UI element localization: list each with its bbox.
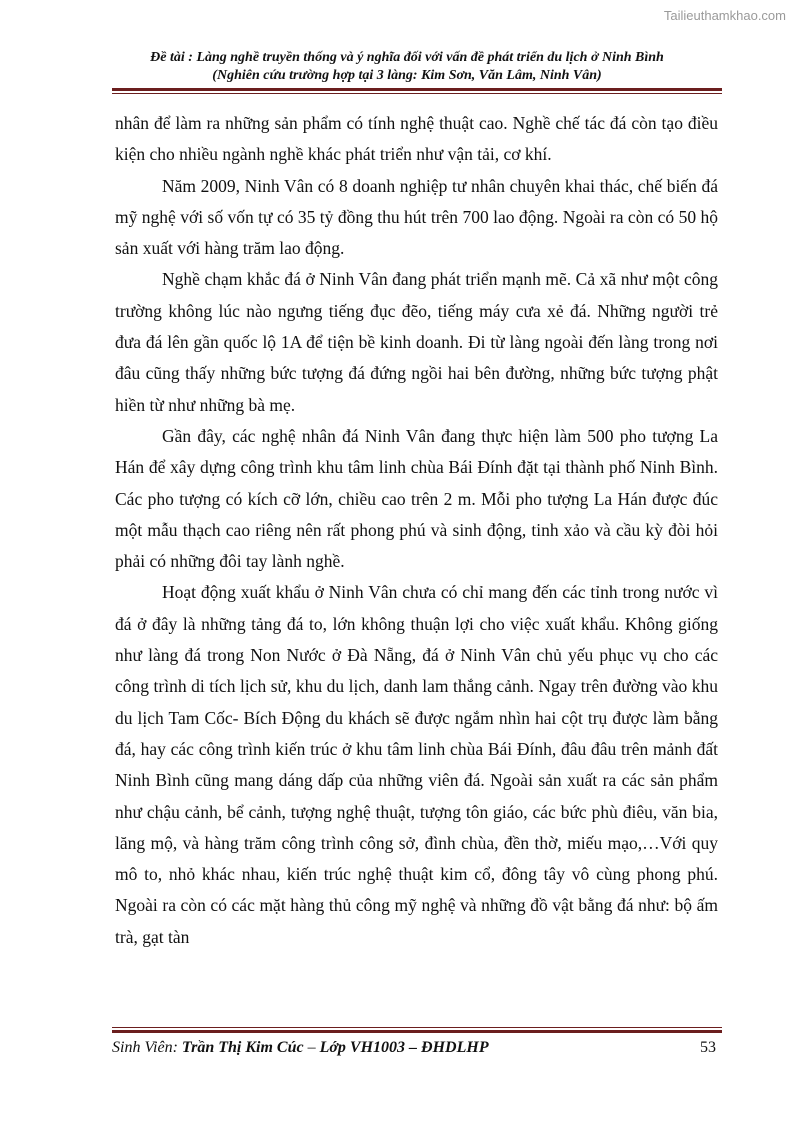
body-text [115,108,718,953]
paragraph: Nghề chạm khắc đá ở Ninh Vân đang phát triển mạnh mẽ. Cả xã như một công trường không lúc nào ngưng tiếng đục đẽo, tiếng máy cưa xẻ đá. Những người trẻ đưa đá lên gần quốc lộ 1A để tiện bề kinh doanh. Đi từ làng ngoài đến làng trong nơi đâu cũng thấy những bức tượng đá đứng ngồi hai bên đường, những bức tượng phật hiền từ như những bà mẹ. [115,269,718,415]
header-rule-thick [112,88,722,91]
footer-separator: – [303,1039,320,1056]
footer-author [112,1039,489,1056]
footer-label: Sinh Viên: [112,1039,182,1056]
footer-student-name: Trần Thị Kim Cúc [181,1039,304,1056]
header-subtitle: (Nghiên cứu trường hợp tại 3 làng: Kim Sơn, Văn Lâm, Ninh Vân) [212,68,602,83]
page-number: 53 [700,1039,716,1056]
footer-class-info: Lớp VH1003 – ĐHDLHP [319,1039,489,1056]
header-title: Đề tài : Làng nghề truyền thống và ý nghĩa đối với vấn đề phát triển du lịch ở Ninh Bình [150,50,664,65]
page-footer [112,1038,722,1058]
footer-rule-thick [112,1030,722,1033]
paragraph: Gần đây, các nghệ nhân đá Ninh Vân đang thực hiện làm 500 pho tượng La Hán để xây dựng công trình khu tâm linh chùa Bái Đính đặt tại thành phố Ninh Bình. Các pho tượng có kích cỡ lớn, chiều cao trên 2 m. Mỗi pho tượng La Hán được đúc một mẫu thạch cao riêng nên rất phong phú và sinh động, tinh xảo và cầu kỳ đòi hỏi phải có những đôi tay lành nghề. [115,425,718,572]
paragraph: Năm 2009, Ninh Vân có 8 doanh nghiệp tư nhân chuyên khai thác, chế biến đá mỹ nghệ với số vốn tự có 35 tỷ đồng thu hút trên 700 lao động. Ngoài ra còn có 50 hộ sản xuất với hàng trăm lao động. [115,175,718,259]
page-header [90,49,724,85]
paragraph: nhân để làm ra những sản phẩm có tính nghệ thuật cao. Nghề chế tác đá còn tạo điều kiện cho nhiều ngành nghề khác phát triển như vận tải, cơ khí. [115,113,718,165]
header-rule-thin [112,93,722,94]
watermark: Tailieuthamkhao.com [663,8,786,23]
footer-rule-thin [112,1027,722,1028]
paragraph: Hoạt động xuất khẩu ở Ninh Vân chưa có chỉ mang đến các tỉnh trong nước vì đá ở đây là những tảng đá to, lớn không thuận lợi cho việc xuất khẩu. Không giống như làng đá trong Non Nước ở Đà Nẵng, đá ở Ninh Vân chủ yếu phục vụ cho các công trình di tích lịch sử, khu du lịch, danh lam thắng cảnh. Ngay trên đường vào khu du lịch Tam Cốc- Bích Động du khách sẽ được ngắm nhìn hai cột trụ được làm bằng đá, hay các công trình kiến trúc ở khu tâm linh chùa Bái Đính, đâu đâu trên mảnh đất Ninh Bình cũng mang dáng dấp của những viên đá. Ngoài sản xuất ra các sản phẩm như chậu cảnh, bể cảnh, tượng nghệ thuật, tượng tôn giáo, các bức phù điêu, văn bia, lăng mộ, và hàng trăm công trình công sở, đình chùa, đền thờ, miếu mạo,…Với quy mô to, nhỏ khác nhau, kiến trúc nghệ thuật kim cổ, đông tây vô cùng phong phú. Ngoài ra còn có các mặt hàng thủ công mỹ nghệ và những đồ vật bằng đá như: bộ ấm trà, gạt tàn [115,582,718,947]
